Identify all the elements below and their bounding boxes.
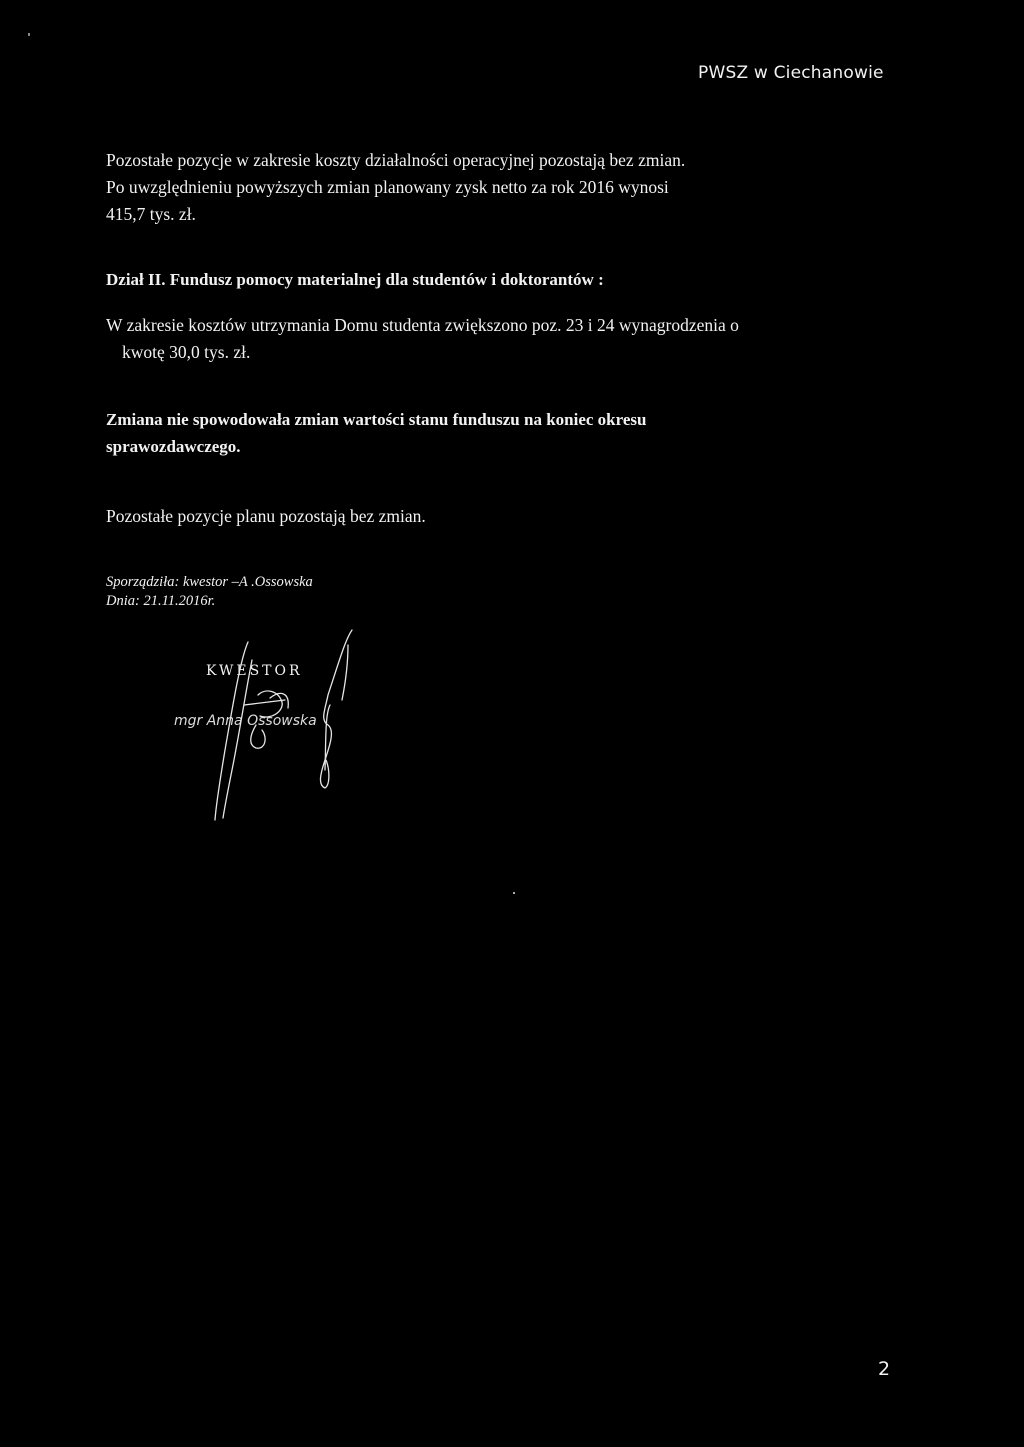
section2-line1: W zakresie kosztów utrzymania Domu studenta zwiększono poz. 23 i 24 wynagrodzenia o: [106, 315, 739, 335]
page-number: 2: [878, 1358, 891, 1380]
institution-header: PWSZ w Ciechanowie: [698, 63, 884, 83]
section3-line1: Zmiana nie spowodowała zmian wartości stanu funduszu na koniec okresu: [106, 410, 647, 429]
prepared-by: Sporządziła: kwestor –A .Ossowska: [106, 574, 313, 590]
scan-speck: [28, 33, 30, 36]
section4-line1: Pozostałe pozycje planu pozostają bez zmian.: [106, 506, 426, 526]
section1-line2: Po uwzględnieniu powyższych zmian planowany zysk netto za rok 2016 wynosi: [106, 177, 669, 197]
handwritten-signature: [170, 620, 370, 830]
stamp-name: mgr Anna Ossowska: [174, 713, 317, 729]
section2-line2: kwotę 30,0 tys. zł.: [122, 342, 251, 362]
section1-line3: 415,7 tys. zł.: [106, 204, 196, 224]
scan-speck: [513, 892, 515, 894]
prepared-date: Dnia: 21.11.2016r.: [106, 593, 216, 609]
stamp-title: KWESTOR: [206, 663, 303, 679]
section3-line2: sprawozdawczego.: [106, 437, 241, 456]
section2-heading: Dział II. Fundusz pomocy materialnej dla studentów i doktorantów :: [106, 270, 604, 289]
section1-line1: Pozostałe pozycje w zakresie koszty działalności operacyjnej pozostają bez zmian.: [106, 150, 686, 170]
